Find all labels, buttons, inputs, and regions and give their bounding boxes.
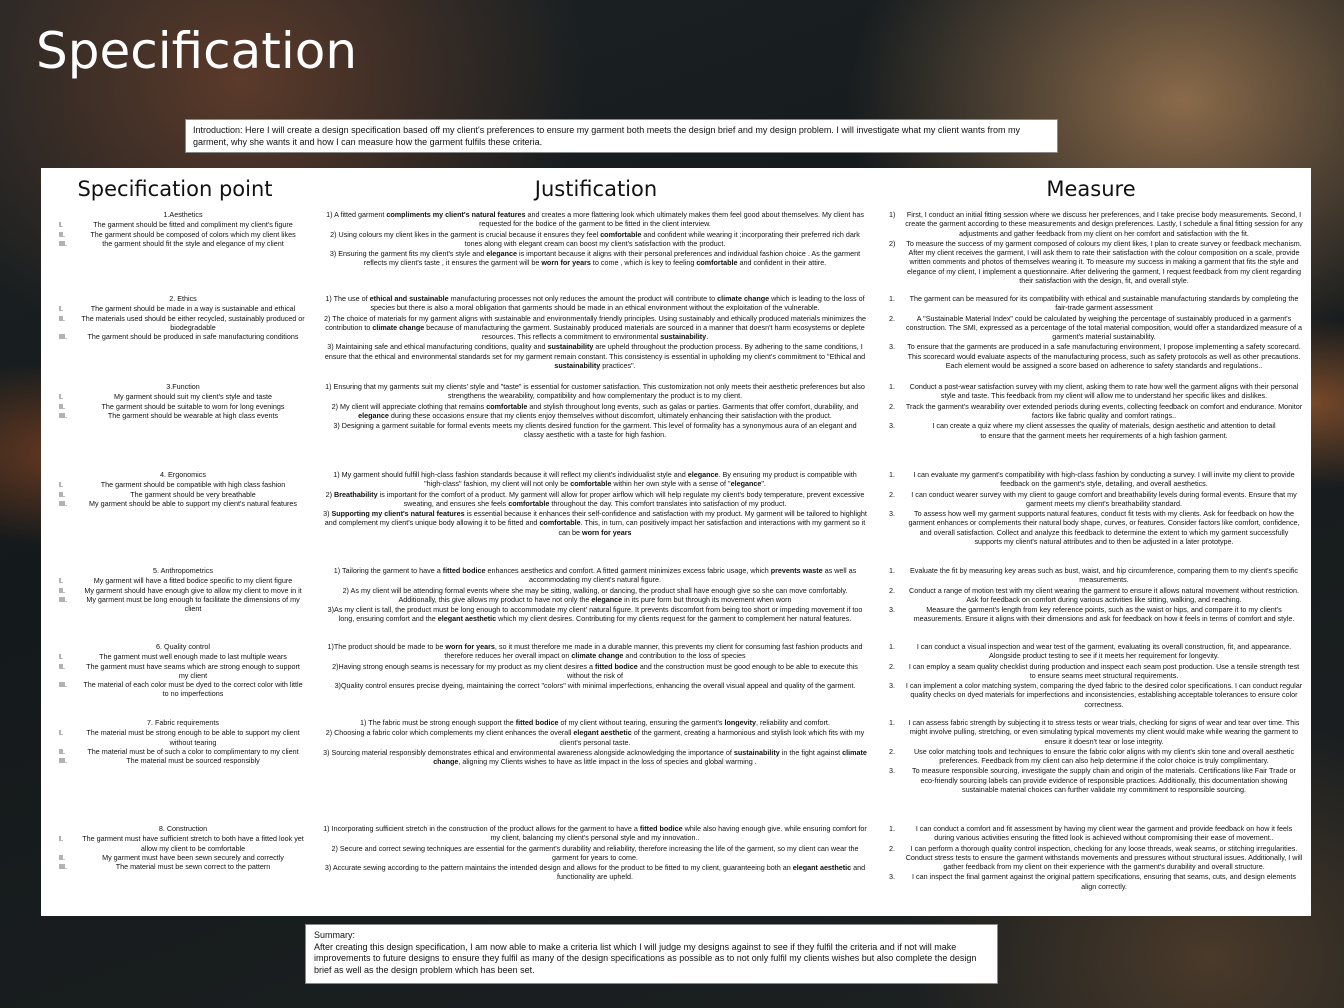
measure-paragraph — [883, 766, 1303, 794]
measure-text: To measure responsible sourcing, investigate the supply chain and origin of the materials. Certifications like Fair Trade or eco-friendly sourcing labels can provide evidence of responsible practices. Additionally, this documentation showing sustainable material choices can further validate my commitment to responsible sourcing. — [912, 766, 1296, 795]
justification-paragraph: 2) Secure and correct sewing techniques are essential for the garment's durability and reliability, therefore increasing the life of the garment, so my client can wear the garment for years to come. — [331, 843, 859, 862]
measure-text: I can conduct a comfort and fit assessment by having my client wear the garment and provide feedback on how it feels during various activities ensuring the fitted look is achieved without compromising their ease of movement.. — [915, 824, 1293, 843]
spec-point-text: The garment should be suitable to worn for long evenings — [101, 401, 285, 411]
measure-number: 1. — [889, 824, 895, 833]
spec-point-title: 3.Function — [166, 382, 200, 391]
justification-cell — [323, 566, 867, 625]
spec-point-text: My garment must be long enough to facilitate the dimensions of my client — [86, 594, 300, 614]
spec-point-item — [59, 411, 307, 420]
summary-label: Summary: — [314, 930, 356, 940]
spec-point-title: 1.Aesthetics — [163, 210, 203, 219]
measure-paragraph — [883, 402, 1303, 421]
measure-number: 2. — [889, 489, 895, 499]
spec-point-text: The garment should be produced in safe manufacturing conditions — [87, 332, 299, 342]
spec-point-numeral: I. — [59, 834, 63, 844]
measure-paragraph — [883, 421, 1303, 430]
spec-point-numeral: I. — [59, 652, 63, 662]
justification-paragraph: 3)Quality control ensures precise dyeing, maintaining the correct "colors" with minimal imperfections, enhancing the overall visual appeal and quality of the garment. — [334, 681, 856, 691]
spec-point-item — [59, 680, 307, 699]
spec-point-item — [59, 304, 307, 313]
justification-paragraph: 1) Tailoring the garment to have a fitted bodice enhances aesthetics and comfort. A fitted garment minimizes excess fabric usage, which prevents waste as well as accommodating my client's natural figure. — [333, 566, 857, 585]
measure-text: Conduct a range of motion test with my client wearing the garment to ensure it allows natural movement without restriction. Ask for feedback on comfort during various activities like sitting, walking, and reaching. — [909, 585, 1299, 604]
header-measure: Measure — [1046, 177, 1136, 201]
spec-point-text: The garment must have sufficient stretch to both have a fitted look yet allow my client to be comfortable — [82, 834, 304, 853]
spec-point-item — [59, 480, 307, 489]
spec-point-cell — [59, 824, 307, 871]
justification-paragraph: 2) Choosing a fabric color which complements my client enhances the overall elegant aesthetic of the garment, creating a harmonious and stylish look which fits with my client's personal taste. — [325, 728, 865, 747]
spec-point-text: The garment should be compatible with high class fashion — [100, 480, 286, 490]
measure-text: Evaluate the fit by measuring key areas such as bust, waist, and hip circumference, comparing them to my client's specific measurements. — [909, 566, 1299, 585]
justification-paragraph: 1) A fitted garment compliments my client's natural features and creates a more flattering look which ultimately makes them feel good about themselves. My client has requested for the bodice of the garment to be fitted in the client interview. — [326, 210, 864, 229]
justification-cell — [323, 382, 867, 441]
measure-number: 2. — [889, 661, 895, 671]
spec-point-text: The garment should be composed of colors which my client likes — [90, 229, 296, 239]
measure-paragraph — [883, 586, 1303, 605]
spec-point-text: The material of each color must be dyed to the correct color with little to no imperfections — [83, 680, 303, 699]
spec-point-item — [59, 652, 307, 661]
spec-point-numeral: II. — [59, 401, 65, 411]
spec-point-title: 8. Construction — [158, 824, 208, 833]
measure-number: 2. — [889, 746, 895, 756]
measure-paragraph — [883, 470, 1303, 489]
spec-point-text: The garment should be very breathable — [130, 489, 256, 499]
measure-number: 1. — [889, 470, 895, 479]
spec-point-cell — [59, 642, 307, 699]
spec-point-item — [59, 230, 307, 239]
spec-point-text: The material must be of such a color to complimentary to my client — [87, 746, 299, 756]
justification-paragraph: 2)Having strong enough seams is necessary for my product as my client desires a fitted bodice and the construction must be good enough to be able to execute this without the risk of — [332, 661, 858, 680]
spec-point-title: 7. Fabric requirements — [147, 718, 219, 727]
justification-cell — [323, 642, 867, 691]
measure-text: Track the garment's wearability over extended periods during events, collecting feedback on comfort and endurance. Monitor factors like fabric quality and comfort ratings.. — [905, 401, 1303, 420]
spec-point-item — [59, 728, 307, 747]
measure-text: First, I conduct an initial fitting session where we discuss her preferences, and I take precise body measurements. Second, I create the garment according to these measurements and design preferences. Lastly, I schedule a final fitting session for any adjustments and gather feedback from my client on her comfort and satisfaction with the fit. — [905, 210, 1303, 238]
justification-paragraph: 1) Incorporating sufficient stretch in the construction of the product allows for the garment to have a fitted bodice while also having enough give. while ensuring comfort for my client, balancing my client's personal style and my innovation.. — [323, 824, 867, 843]
spec-point-item — [59, 490, 307, 499]
measure-number: 3. — [889, 509, 895, 519]
measure-number: 2. — [889, 401, 895, 411]
spec-point-item — [59, 576, 307, 585]
justification-paragraph: 2) As my client will be attending formal events where she may be sitting, walking, or dancing, the product shall have enough give so she can move comfortably. Additionally, this give allows my product to have not only the elegance in its pure form but through its movement when worn — [342, 585, 848, 604]
spec-point-numeral: II. — [59, 229, 65, 239]
measure-number: 1. — [889, 718, 895, 727]
spec-point-title: 2. Ethics — [169, 294, 197, 303]
introduction-box: Introduction: Here I will create a design specification based off my client's preferences to ensure my garment both meets the design brief and my design problem. I will investigate what my client wants from my garment, why she wants it and how I can measure how the garment fulfils these criteria. — [185, 119, 1058, 153]
spec-point-cell — [59, 718, 307, 765]
justification-paragraph: 3) Maintaining safe and ethical manufacturing conditions, quality and sustainability are upheld throughout the production process. By adhering to the same conditions, I ensure that the ethical and environmental standards set for my garment remain constant. This consistency is essential in upholding my client's commitment to "Ethical and sustainability practices". — [324, 342, 866, 371]
spec-point-numeral: I. — [59, 728, 63, 738]
page-title: Specification — [36, 22, 358, 80]
spec-point-item — [59, 834, 307, 853]
spec-point-item — [59, 747, 307, 756]
measure-paragraph — [883, 747, 1303, 766]
spec-point-numeral: I. — [59, 220, 63, 230]
measure-number: 2. — [889, 313, 895, 323]
measure-text: A "Sustainable Material Index" could be calculated by weighing the percentage of sustainably produced in a garment's construction. The SMI, expressed as a percentage of the total material composition, would offer a standardized measure of a garment's material sustainability. — [905, 313, 1303, 342]
measure-number: 1. — [889, 382, 895, 391]
justification-paragraph: 1) The use of ethical and sustainable manufacturing processes not only reduces the amount the product will contribute to climate change which is leading to the loss of species but there is also a moral obligation that garments should be made in an ethical environment without the exploitation of the vulnerable. — [325, 294, 865, 313]
measure-paragraph — [883, 844, 1303, 872]
justification-paragraph: 3) Ensuring the garment fits my client's style and elegance is important because it aligns with their personal preferences and individual fashion choice . As the garment reflects my client's taste , it ensures the garment will be worn for years to come , which is key to feeling comfortable and confident in their attire. — [329, 249, 861, 268]
spec-point-numeral: II. — [59, 489, 65, 499]
measure-paragraph — [883, 872, 1303, 891]
measure-paragraph — [883, 239, 1303, 285]
summary-text: After creating this design specification, I am now able to make a criteria list which I will judge my designs against to see if they fulfil the criteria and if not will make improvements to future designs to ensure they fulfil as many of the design specifications as possible as to not only fulfil my clients wishes but also complete the design brief as well as the design problem which has been set. — [314, 941, 977, 975]
justification-paragraph: 3) Designing a garment suitable for formal events meets my clients desired function for the garment. This level of formality has a synonymous aura of an elegant and classy aesthetic with a taste for high fashion. — [333, 421, 857, 440]
measure-paragraph — [883, 314, 1303, 342]
justification-paragraph: 3) Supporting my client's natural features is essential because it enhances their self-confidence and satisfaction with my product. My garment will be tailored to highlight and complement my client's unique body allowing it to be fitted and comfortable. This, in turn, can positively impact her satisfaction and interactions with my garment so it can be worn for years — [323, 509, 867, 537]
measure-text: Use color matching tools and techniques to ensure the fabric color aligns with my client's skin tone and overall aesthetic preferences. Feedback from my client can also help determine if the color choice is truly complimentary. — [913, 746, 1295, 766]
measure-text: To ensure that the garments are produced in a safe manufacturing environment, I propose implementing a safety scorecard. This scorecard would evaluate aspects of the manufacturing process, such as safety protocols as well as other precautions. Each element would be assigned a score based on adherence to safety standards and regulations.. — [907, 342, 1301, 371]
spec-point-numeral: III. — [59, 756, 67, 766]
spec-point-text: The material must be sewn correct to the pattern — [115, 862, 271, 872]
measure-text: Measure the garment's length from key reference points, such as the waist or hips, and compare it to my client's measurements. Ensure it aligns with their dimensions and ask for feedback on how it feels in terms of comfort and style. — [913, 605, 1295, 624]
measure-text: I can assess fabric strength by subjecting it to stress tests or wear trials, checking for signs of wear and tear over time. This might involve pulling, stretching, or even simulating typical movements my client would make while wearing the garment to ensure it doesn't tear or lose integrity. — [908, 718, 1300, 746]
summary-box — [305, 924, 998, 984]
spec-point-numeral: II. — [59, 585, 65, 595]
spec-point-item — [59, 314, 307, 333]
spec-point-text: The garment should be wearable at high class events — [107, 410, 279, 420]
spec-point-item — [59, 853, 307, 862]
measure-number: 3. — [889, 605, 895, 615]
spec-point-text: The material must be sourced responsibly — [126, 756, 260, 766]
spec-point-title: 6. Quality control — [156, 642, 210, 651]
spec-point-text: the garment should fit the style and elegance of my client — [102, 238, 284, 248]
measure-text: The garment can be measured for its compatibility with ethical and sustainable manufacturing standards by completing the fair-trade garment assessment — [909, 294, 1299, 313]
measure-text: To assess how well my garment supports natural features, conduct fit tests with my clients. Ask for feedback on how the garment enhances or complements their natural body shape, curves, or features. Consider factors like comfort, confidence, and overall satisfaction. Collect and analyze this feedback to determine the extent to which my garment successfully supports my client's natural attributes and to then be adjusted in a later prototype. — [908, 509, 1300, 547]
spec-point-numeral: III. — [59, 498, 67, 508]
measure-cell — [883, 382, 1303, 442]
measure-number: 3. — [889, 421, 895, 431]
measure-text: I can implement a color matching system, comparing the dyed fabric to the desired color specifications. I can conduct regular quality checks on dyed materials for imperfections and inconsistencies, establishing acceptable tolerances to ensure color correctness. — [905, 681, 1303, 709]
header-justification: Justification — [534, 177, 658, 201]
spec-point-item — [59, 499, 307, 508]
spec-point-cell — [59, 294, 307, 341]
justification-paragraph: 2) My client will appreciate clothing that remains comfortable and stylish throughout long events, such as galas or parties. Garments that offer comfort, durability, and elegance during these occasions ensure that my clients enjoy themselves without discomfort, ultimately enhancing their satisfaction with the product. — [331, 401, 859, 420]
spec-point-title: 4. Ergonomics — [160, 470, 206, 479]
measure-paragraph — [883, 662, 1303, 681]
measure-text: I can conduct a visual inspection and wear test of the garment, evaluating its overall construction, fit, and appearance. Alongside product testing to see if it meets her requirement for longevity. — [916, 642, 1292, 661]
spec-point-numeral: I. — [59, 480, 63, 490]
justification-paragraph: 1) The fabric must be strong enough support the fitted bodice of my client without tearing, ensuring the garment's longevity, reliability and comfort. — [360, 718, 830, 727]
spec-point-item — [59, 392, 307, 401]
spec-point-item — [59, 862, 307, 871]
measure-paragraph — [883, 431, 1303, 440]
spec-point-numeral: III. — [59, 594, 67, 604]
justification-cell — [323, 470, 867, 538]
measure-text: I can perform a thorough quality control inspection, checking for any loose threads, weak seams, or stitching irregularities. Conduct stress tests to ensure the garment withstands movements and pressures without structural issues. Additionally, I will gather feedback from my client on their experience with the garment's durability and overall structure. — [905, 843, 1303, 872]
justification-paragraph: 1) Ensuring that my garments suit my clients' style and "taste" is essential for customer satisfaction. This customization not only meets their aesthetic preferences but also strengthens the wearability, compatibility and how complementary the product is to my client. — [325, 382, 865, 401]
measure-number: 1. — [889, 642, 895, 651]
spec-point-numeral: III. — [59, 410, 67, 420]
spec-point-item — [59, 595, 307, 614]
justification-cell — [323, 294, 867, 371]
measure-number: 3. — [889, 342, 895, 352]
spec-point-text: The materials used should be either recycled, sustainably produced or biodegradable — [81, 313, 305, 332]
spec-point-text: The garment must well enough made to last multiple wears — [99, 652, 287, 662]
measure-text: To measure the success of my garment composed of colours my client likes, I plan to create survey or feedback mechanism. After my client receives the garment, I will ask them to rate their satisfaction with the colour composition on a scale, provide written comments and photos of themselves wearing it. To measure my success in making a garment that fits the style and elegance of my client, I implement a questionnaire. After delivering the garment, I request feedback from my client regarding their satisfaction with the design, fit, and overall style. — [906, 238, 1302, 286]
spec-point-numeral: II. — [59, 746, 65, 756]
measure-text: I can employ a seam quality checklist during production and inspect each seam post production. Use a tensile strength test to ensure seams meet structural requirements. — [908, 661, 1300, 680]
measure-paragraph — [883, 509, 1303, 546]
measure-paragraph — [883, 642, 1303, 661]
spec-point-text: My garment must have been sewn securely and correctly — [102, 852, 284, 862]
spec-point-text: The garment must have seams which are strong enough to support my client — [86, 661, 300, 680]
measure-number: 1) — [889, 210, 896, 219]
measure-paragraph — [883, 718, 1303, 746]
spec-point-item — [59, 332, 307, 341]
spec-point-item — [59, 220, 307, 229]
measure-number: 1. — [889, 566, 895, 575]
spec-point-item — [59, 402, 307, 411]
spec-point-numeral: I. — [59, 304, 63, 314]
specification-table — [41, 168, 1311, 916]
spec-point-text: My garment should have enough give to allow my client to move in it — [84, 585, 302, 595]
spec-point-numeral: I. — [59, 576, 63, 586]
justification-cell — [323, 824, 867, 883]
spec-point-text: The garment should be fitted and compliment my client's figure — [93, 220, 293, 230]
justification-paragraph: 3) Sourcing material responsibly demonstrates ethical and environmental awareness alongside acknowledging the importance of sustainability in the fight against climate change, aligning my Clients wishes to have as little impact in the loss of species and global warming . — [323, 747, 867, 767]
measure-number: 1. — [889, 294, 895, 303]
measure-number: 3. — [889, 872, 895, 882]
spec-point-text: My garment will have a fitted bodice specific to my client figure — [93, 576, 293, 586]
spec-point-numeral: III. — [59, 238, 67, 248]
justification-paragraph: 2) The choice of materials for my garment aligns with sustainable and environmentally friendly principles. Using sustainably and ethically produced materials minimizes the contribution to climate change because of manufacturing the garment. Sustainably produced materials are sourced in a manner that doesn't harm ecosystems or deplete resources. This reflects a commitment to environmental sustainability. — [324, 313, 866, 342]
justification-paragraph: 3) Accurate sewing according to the pattern maintains the intended design and allows for the product to be fitted to my client, guaranteeing both an elegant aesthetic and functionality are upheld. — [324, 863, 866, 882]
spec-point-cell — [59, 382, 307, 420]
measure-number: 3. — [889, 681, 895, 691]
spec-point-cell — [59, 210, 307, 248]
spec-point-item — [59, 239, 307, 248]
spec-point-title: 5. Anthropometrics — [153, 566, 213, 575]
justification-paragraph: 1)The product should be made to be worn for years, so it must therefore me made in a durable manner, this prevents my client for consuming fast fashion products and therefore reduces her overall impact on climate change and contribution to the loss of species — [327, 642, 863, 661]
spec-point-numeral: II. — [59, 661, 65, 671]
measure-number: 2. — [889, 843, 895, 853]
measure-paragraph — [883, 382, 1303, 401]
measure-text: I can create a quiz where my client assesses the quality of materials, design aesthetic and attention to detail — [932, 421, 1276, 431]
measure-text: Conduct a post-wear satisfaction survey with my client, asking them to rate how well the garment aligns with their personal style and taste. This feedback from my client will allow me to understand her specific likes and dislikes. — [909, 382, 1299, 401]
justification-paragraph: 3)As my client is tall, the product must be long enough to accommodate my client' natural figure. It prevents discomfort from being too short or impeding movement if too long, ensuring comfort and the elegant aesthetic which my client desires. Contributing for my clients request for the garment to complement her natural features. — [327, 605, 863, 624]
spec-point-cell — [59, 566, 307, 613]
spec-point-text: My garment should be able to support my client's natural features — [89, 498, 297, 508]
measure-number: 2) — [889, 238, 896, 248]
spec-point-text: The garment should be made in a way is sustainable and ethical — [90, 304, 296, 314]
spec-point-numeral: III. — [59, 862, 67, 872]
justification-paragraph: 2) Breathability is important for the comfort of a product. My garment will allow for proper airflow which will help regulate my client's body temperature, prevent excessive sweating, and ensures she feels comfortable throughout the day. This comfort translates into satisfaction of my product. — [325, 489, 865, 508]
spec-point-numeral: II. — [59, 852, 65, 862]
measure-text: I can conduct wearer survey with my client to gauge comfort and breathability levels during formal events. Ensure that my garment meets my client's breathability standard. — [911, 489, 1297, 508]
measure-text: to ensure that the garment meets her requirements of a high fashion garment. — [980, 431, 1228, 441]
justification-cell — [323, 210, 867, 269]
measure-text: I can evaluate my garment's compatibility with high-class fashion by conducting a survey. I will invite my client to provide feedback on the garment's style, detailing, and overall aesthetics. — [913, 470, 1295, 489]
measure-paragraph — [883, 681, 1303, 709]
spec-point-item — [59, 756, 307, 765]
measure-paragraph — [883, 210, 1303, 238]
spec-point-text: My garment should suit my client's style and taste — [114, 392, 272, 402]
measure-paragraph — [883, 566, 1303, 585]
measure-cell — [883, 718, 1303, 795]
measure-number: 2. — [889, 585, 895, 595]
measure-cell — [883, 566, 1303, 625]
measure-paragraph — [883, 342, 1303, 370]
spec-point-numeral: III. — [59, 680, 67, 690]
measure-paragraph — [883, 824, 1303, 843]
header-specification-point: Specification point — [77, 177, 273, 201]
justification-paragraph: 2) Using colours my client likes in the garment is crucial because it ensures they feel comfortable and confident while wearing it ;incorporating their preferred rich dark tones along with elegant cream can boost my client's satisfaction with the product. — [330, 229, 860, 248]
spec-point-numeral: I. — [59, 392, 63, 402]
spec-point-text: The material must be strong enough to be able to support my client without tearing — [86, 728, 300, 747]
spec-point-item — [59, 662, 307, 681]
spec-point-numeral: II. — [59, 313, 65, 323]
measure-paragraph — [883, 294, 1303, 313]
measure-cell — [883, 824, 1303, 892]
spec-point-numeral: III. — [59, 332, 67, 342]
measure-number: 3. — [889, 766, 895, 776]
spec-point-item — [59, 586, 307, 595]
measure-cell — [883, 210, 1303, 286]
justification-cell — [323, 718, 867, 767]
spec-point-cell — [59, 470, 307, 508]
measure-cell — [883, 642, 1303, 710]
measure-text: I can inspect the final garment against the original pattern specifications, ensuring that seams, cuts, and design elements align correctly. — [912, 872, 1296, 891]
measure-paragraph — [883, 490, 1303, 509]
measure-paragraph — [883, 605, 1303, 624]
justification-paragraph: 1) My garment should fulfill high-class fashion standards because it will reflect my client's individualist style and elegance. By ensuring my product is compatible with "high-class" fashion, my client will not only be comfortable within her own style with a sense of "elegance". — [333, 470, 857, 489]
measure-cell — [883, 294, 1303, 371]
measure-cell — [883, 470, 1303, 547]
